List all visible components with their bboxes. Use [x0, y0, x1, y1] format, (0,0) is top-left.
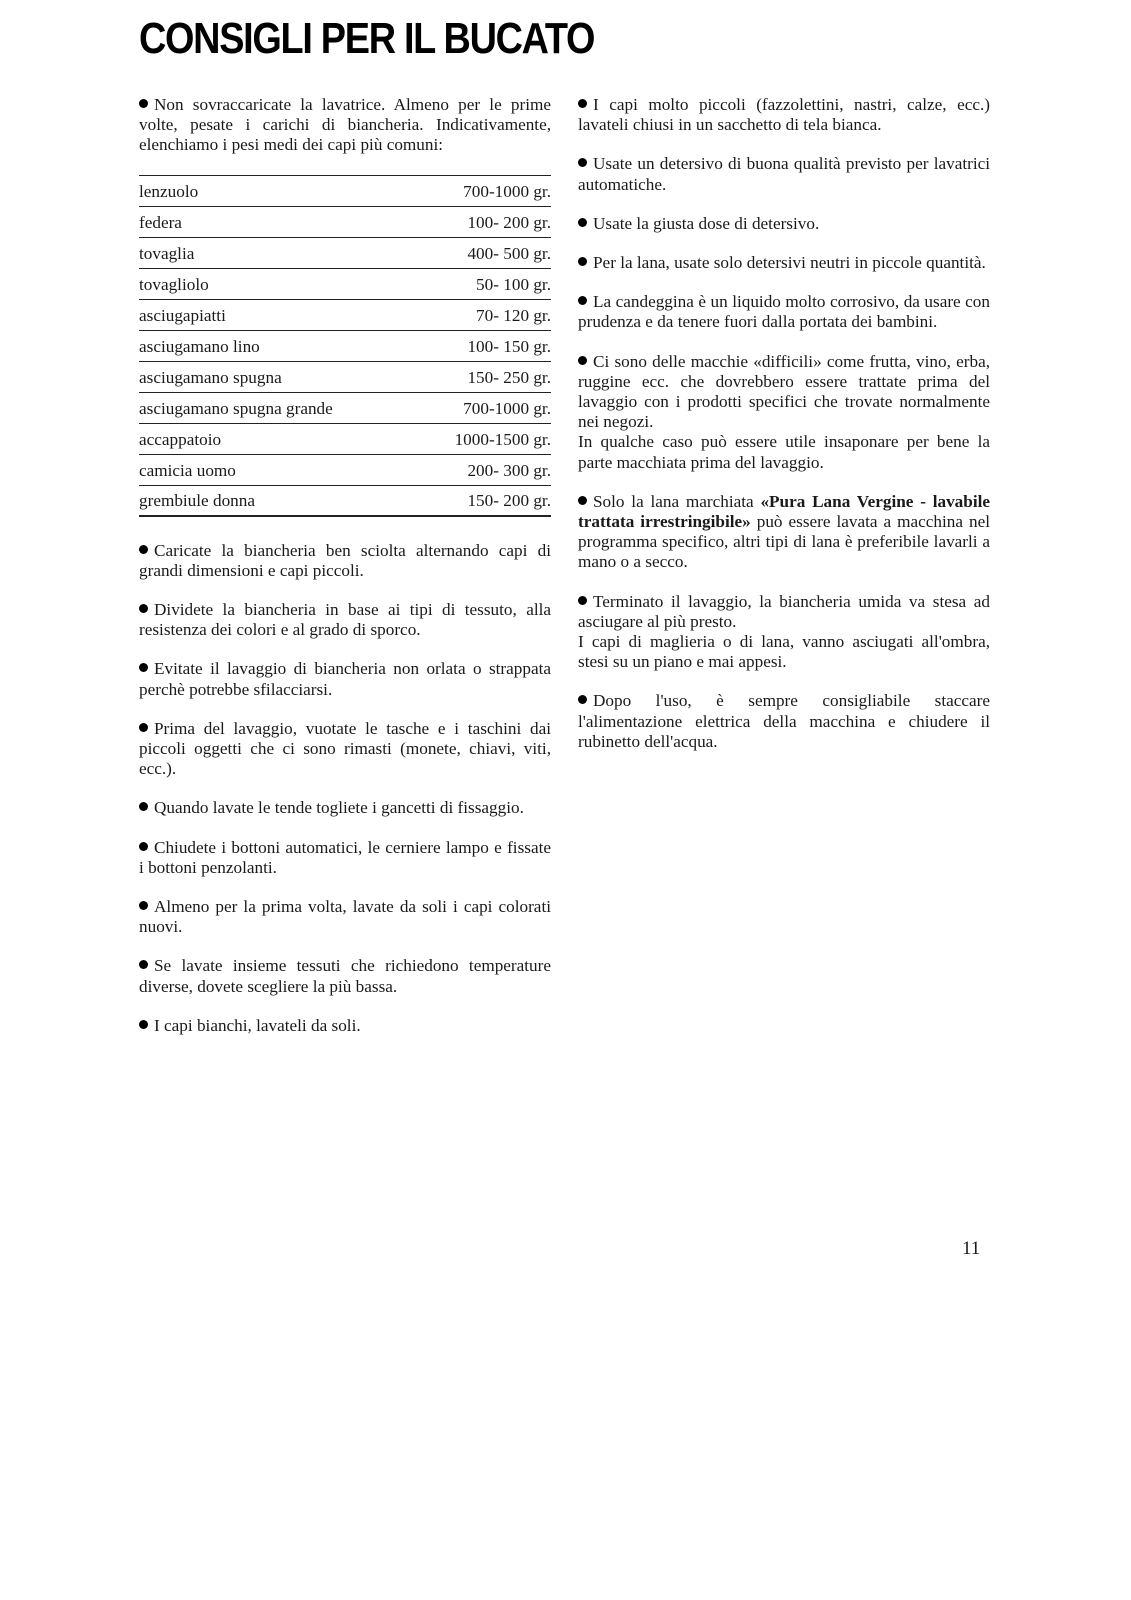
item-name: tovaglia	[139, 244, 195, 264]
bullet-icon	[139, 960, 148, 969]
tip-paragraph	[578, 253, 990, 273]
table-row	[139, 393, 551, 424]
bullet-icon	[578, 99, 587, 108]
tip-text: Terminato il lavaggio, la biancheria umida va stesa ad asciugare al più presto.	[578, 591, 990, 631]
right-column	[578, 95, 990, 771]
item-weight: 100- 200 gr.	[467, 213, 551, 233]
bullet-icon	[578, 596, 587, 605]
tip-paragraph	[139, 956, 551, 996]
item-name: federa	[139, 213, 182, 233]
bullet-icon	[139, 663, 148, 672]
table-row	[139, 238, 551, 269]
tip-text: Prima del lavaggio, vuotate le tasche e i taschini dai piccoli oggetti che ci sono rimasti (monete, chiavi, viti, ecc.).	[139, 718, 551, 779]
bullet-icon	[139, 545, 148, 554]
tip-paragraph	[578, 352, 990, 473]
bullet-icon	[578, 158, 587, 167]
tip-text: Caricate la biancheria ben sciolta alternando capi di grandi dimensioni e capi piccoli.	[139, 540, 551, 580]
tip-paragraph	[578, 492, 990, 573]
item-name: grembiule donna	[139, 491, 255, 511]
tip-text: Dividete la biancheria in base ai tipi di tessuto, alla resistenza dei colori e al grado di sporco.	[139, 600, 551, 640]
item-name: camicia uomo	[139, 461, 236, 481]
tip-text: La candeggina è un liquido molto corrosivo, da usare con prudenza e da tenere fuori dalla portata dei bambini.	[578, 292, 990, 332]
intro-paragraph	[139, 95, 551, 156]
tip-paragraph	[578, 691, 990, 752]
tip-paragraph	[139, 1016, 551, 1036]
table-row	[139, 176, 551, 207]
tip-text: Per la lana, usate solo detersivi neutri in piccole quantità.	[593, 253, 986, 273]
item-weight: 700-1000 gr.	[463, 182, 551, 202]
tip-text: I capi bianchi, lavateli da soli.	[154, 1015, 361, 1035]
item-weight: 70- 120 gr.	[476, 306, 551, 326]
item-weight: 200- 300 gr.	[467, 461, 551, 481]
item-name: asciugapiatti	[139, 306, 226, 326]
tip-text: Dopo l'uso, è sempre consigliabile staccare l'alimentazione elettrica della macchina e chiudere il rubinetto dell'acqua.	[578, 691, 990, 751]
tip-paragraph	[139, 897, 551, 937]
tip-text: Evitate il lavaggio di biancheria non orlata o strappata perchè potrebbe sfilacciarsi.	[139, 659, 551, 699]
bullet-icon	[139, 723, 148, 732]
tip-text: Se lavate insieme tessuti che richiedono temperature diverse, dovete scegliere la più bassa.	[139, 956, 551, 996]
table-row	[139, 362, 551, 393]
item-name: tovagliolo	[139, 275, 209, 295]
table-row	[139, 424, 551, 455]
tip-text: Solo la lana marchiata	[593, 491, 754, 511]
weights-table	[139, 175, 551, 517]
bullet-icon	[139, 1020, 148, 1029]
item-name: accappatoio	[139, 430, 222, 450]
table-row	[139, 207, 551, 238]
bullet-icon	[139, 901, 148, 910]
tip-paragraph	[139, 659, 551, 699]
wool-brand-label: «Pura Lana Vergine - lavabile trattata irrestringibile»	[578, 491, 990, 532]
item-weight: 150- 250 gr.	[467, 368, 551, 388]
table-row	[139, 331, 551, 362]
tip-paragraph	[139, 541, 551, 581]
tip-text: Ci sono delle macchie «difficili» come frutta, vino, erba, ruggine ecc. che dovrebbero essere trattate prima del lavaggio con i prodotti specifici che trovate normalmente nei negozi.	[578, 351, 990, 432]
tip-paragraph	[578, 292, 990, 332]
tip-text: Almeno per la prima volta, lavate da soli i capi colorati nuovi.	[139, 897, 551, 937]
tip-paragraph	[139, 719, 551, 780]
tip-text-continued: I capi di maglieria o di lana, vanno asciugati all'ombra, stesi su un piano e mai appesi.	[578, 632, 990, 672]
bullet-icon	[139, 604, 148, 613]
tip-text: Usate la giusta dose di detersivo.	[593, 213, 820, 233]
item-weight: 100- 150 gr.	[467, 337, 551, 357]
tip-paragraph	[139, 600, 551, 640]
bullet-icon	[139, 842, 148, 851]
table-row	[139, 300, 551, 331]
page-title: CONSIGLI PER IL BUCATO	[139, 14, 595, 63]
bullet-icon	[578, 695, 587, 704]
bullet-icon	[578, 257, 587, 266]
item-weight: 1000-1500 gr.	[454, 430, 551, 450]
tip-text: Usate un detersivo di buona qualità previsto per lavatrici automatiche.	[578, 154, 990, 194]
item-name: asciugamano spugna	[139, 368, 282, 388]
tip-paragraph	[578, 95, 990, 135]
bullet-icon	[139, 802, 148, 811]
item-name: lenzuolo	[139, 182, 199, 202]
bullet-icon	[578, 356, 587, 365]
item-name: asciugamano lino	[139, 337, 260, 357]
table-row	[139, 455, 551, 486]
table-row	[139, 269, 551, 300]
tip-paragraph	[139, 798, 551, 818]
item-weight: 50- 100 gr.	[476, 275, 551, 295]
tip-paragraph	[578, 592, 990, 673]
tip-text-continued: In qualche caso può essere utile insaponare per bene la parte macchiata prima del lavaggio.	[578, 432, 990, 472]
item-weight: 700-1000 gr.	[463, 399, 551, 419]
tip-text: Chiudete i bottoni automatici, le cerniere lampo e fissate i bottoni penzolanti.	[139, 837, 551, 877]
bullet-icon	[578, 496, 587, 505]
bullet-icon	[578, 218, 587, 227]
item-weight: 150- 200 gr.	[467, 491, 551, 511]
item-weight: 400- 500 gr.	[467, 244, 551, 264]
table-row	[139, 486, 551, 517]
tip-text-continued: può essere lavata a macchina nel programma specifico, altri tipi di lana è preferibile lavarli a mano o a secco.	[578, 512, 990, 572]
intro-text: Non sovraccaricate la lavatrice. Almeno per le prime volte, pesate i carichi di biancheria. Indicativamente, elenchiamo i pesi medi dei capi più comuni:	[139, 95, 551, 155]
item-name: asciugamano spugna grande	[139, 399, 333, 419]
tip-paragraph	[578, 214, 990, 234]
bullet-icon	[139, 99, 148, 108]
tip-paragraph	[139, 838, 551, 878]
tip-text: Quando lavate le tende togliete i gancetti di fissaggio.	[154, 798, 524, 818]
bullet-icon	[578, 296, 587, 305]
tip-paragraph	[578, 154, 990, 194]
page-number: 11	[962, 1238, 981, 1259]
left-column	[139, 95, 551, 1055]
tip-text: I capi molto piccoli (fazzolettini, nastri, calze, ecc.) lavateli chiusi in un sacchetto di tela bianca.	[578, 95, 990, 135]
